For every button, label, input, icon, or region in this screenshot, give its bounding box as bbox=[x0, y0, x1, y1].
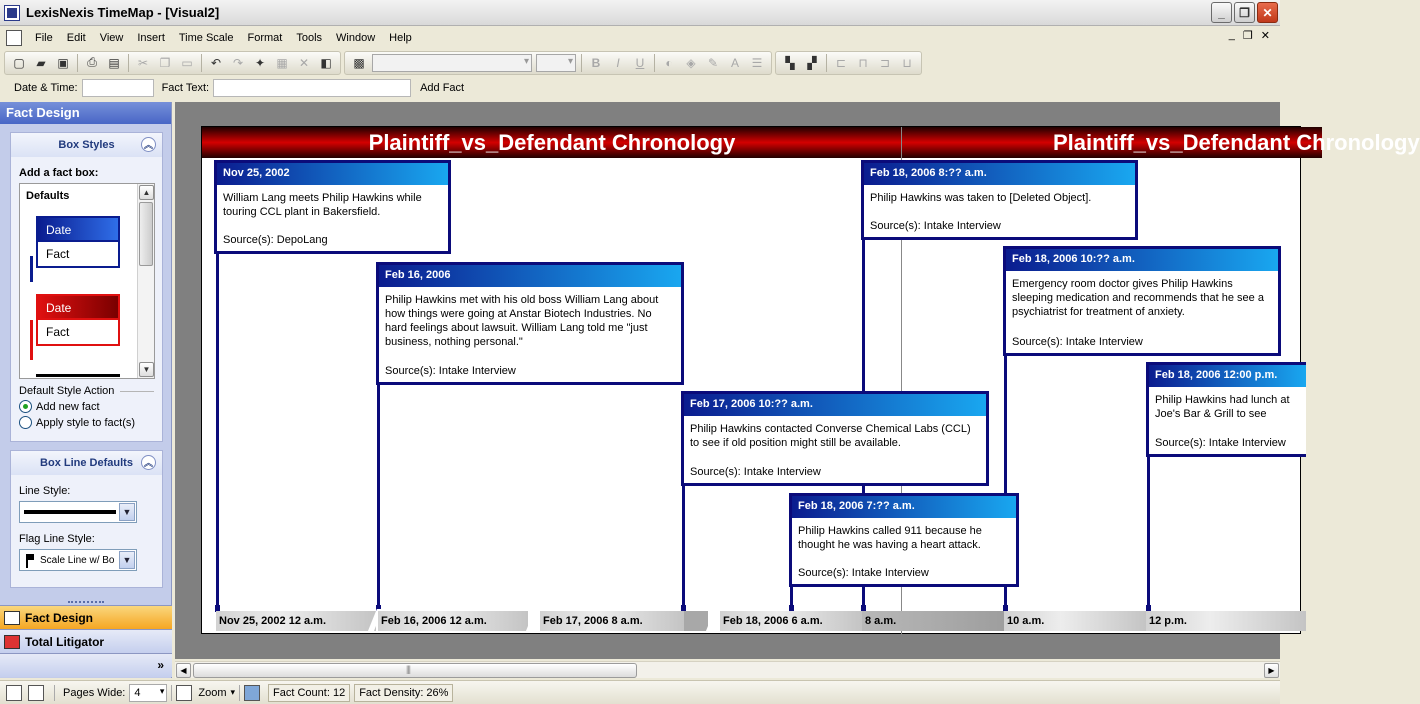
sample-stem bbox=[30, 256, 33, 282]
fact-source: Source(s): Intake Interview bbox=[870, 220, 1001, 232]
fact-box[interactable] bbox=[1003, 246, 1281, 356]
line-style-icon[interactable]: ☰ bbox=[751, 55, 763, 70]
radio-off-icon[interactable] bbox=[19, 416, 32, 429]
fact-date: Feb 18, 2006 12:00 p.m. bbox=[1149, 365, 1306, 387]
menu-format[interactable]: Format bbox=[247, 31, 283, 44]
open-icon[interactable]: ▰ bbox=[36, 55, 46, 70]
default-style-action bbox=[19, 385, 154, 397]
fact-text-input[interactable] bbox=[213, 79, 411, 97]
scroll-left-icon[interactable]: ◀ bbox=[176, 663, 191, 678]
page-view-icon[interactable] bbox=[28, 685, 44, 701]
radio-add-new-fact[interactable] bbox=[19, 400, 154, 413]
pages-wide-select[interactable]: 4 ▾ bbox=[129, 684, 167, 702]
box-line-title: Box Line Defaults bbox=[40, 457, 133, 469]
style-sample-black[interactable] bbox=[36, 374, 120, 377]
save-icon[interactable]: ▣ bbox=[57, 55, 69, 70]
bold-icon[interactable]: B bbox=[591, 55, 601, 70]
timeline-canvas[interactable] bbox=[175, 102, 1420, 659]
fill-icon[interactable]: ◧ bbox=[320, 55, 332, 70]
nav-fact-design[interactable] bbox=[0, 605, 172, 629]
line-swatch bbox=[24, 510, 116, 514]
delete-icon[interactable]: ✕ bbox=[298, 55, 310, 70]
radio-apply-style[interactable] bbox=[19, 416, 154, 429]
window-title: LexisNexis TimeMap - [Visual2] bbox=[26, 5, 220, 20]
fact-source: Source(s): Intake Interview bbox=[1155, 437, 1286, 449]
line-style-select[interactable] bbox=[19, 501, 137, 523]
menu-file[interactable]: File bbox=[35, 31, 53, 44]
fact-box[interactable] bbox=[861, 160, 1138, 240]
copy-icon[interactable]: ❐ bbox=[159, 55, 171, 70]
menu-view[interactable]: View bbox=[99, 31, 124, 44]
nav-fact-design-label: Fact Design bbox=[25, 610, 94, 625]
add-fact-button[interactable]: Add Fact bbox=[420, 82, 465, 94]
toolbar bbox=[0, 49, 1280, 76]
scroll-thumb[interactable] bbox=[193, 663, 637, 678]
scroll-thumb[interactable] bbox=[139, 202, 153, 266]
timeline-banner: Plaintiff_vs_Defendant Chronology bbox=[202, 127, 902, 158]
new-fact-icon[interactable]: ✦ bbox=[254, 55, 266, 70]
box-line-section bbox=[10, 450, 163, 588]
format-toolbar bbox=[344, 51, 772, 75]
style-icon[interactable]: ▩ bbox=[353, 55, 365, 70]
menu-bar bbox=[0, 27, 1280, 48]
scale-segment: 10 a.m. bbox=[1004, 611, 1146, 631]
collapse-icon[interactable]: ︽ bbox=[141, 455, 156, 470]
fact-design-panel bbox=[0, 102, 172, 678]
align-right-icon[interactable]: ⊐ bbox=[879, 55, 891, 70]
menu-window[interactable]: Window bbox=[336, 31, 376, 44]
box-styles-title: Box Styles bbox=[58, 139, 115, 151]
fact-box[interactable] bbox=[1146, 362, 1306, 457]
fact-text: Philip Hawkins contacted Converse Chemical Labs (CCL) to see if old position might still be available. bbox=[690, 423, 971, 449]
line-style-label: Line Style: bbox=[19, 485, 71, 497]
fact-date: Feb 18, 2006 8:?? a.m. bbox=[864, 163, 1135, 185]
scroll-up-icon[interactable]: ▲ bbox=[139, 185, 154, 200]
fact-box[interactable] bbox=[376, 262, 684, 385]
date-time-input[interactable] bbox=[82, 79, 154, 97]
radio-add-new-label: Add new fact bbox=[36, 400, 100, 413]
fill-color-icon[interactable]: ◈ bbox=[686, 55, 696, 70]
style-sample-red[interactable] bbox=[36, 294, 120, 348]
paste-icon[interactable]: ▭ bbox=[181, 55, 193, 70]
scale-segment: Nov 25, 2002 12 a.m. bbox=[216, 611, 376, 631]
font-name-combo[interactable] bbox=[372, 54, 532, 72]
flag-icon bbox=[24, 552, 38, 568]
app-icon[interactable] bbox=[4, 5, 20, 21]
align-top-icon[interactable]: ⊓ bbox=[858, 55, 868, 70]
collapse-icon[interactable]: ︽ bbox=[141, 137, 156, 152]
date-time-label: Date & Time: bbox=[14, 82, 78, 94]
zoom-icon[interactable] bbox=[176, 685, 192, 701]
menu-time-scale[interactable]: Time Scale bbox=[178, 31, 234, 44]
page-setup-icon[interactable] bbox=[6, 685, 22, 701]
zoom-button[interactable]: Zoom bbox=[198, 686, 227, 699]
dropdown-icon[interactable]: ▼ bbox=[119, 503, 135, 521]
box-line-header[interactable] bbox=[11, 451, 162, 475]
fact-stem bbox=[682, 484, 685, 611]
sample-fact: Fact bbox=[36, 242, 120, 268]
zoom-dropdown-icon[interactable]: ▾ bbox=[230, 687, 236, 697]
fact-design-icon bbox=[4, 611, 20, 625]
style-list-scrollbar[interactable] bbox=[137, 184, 154, 378]
properties-icon[interactable]: ▦ bbox=[276, 55, 288, 70]
minimize-button[interactable]: _ bbox=[1211, 2, 1232, 23]
fact-date: Feb 16, 2006 bbox=[379, 265, 681, 287]
title-bar bbox=[0, 0, 1280, 26]
new-icon[interactable]: ▢ bbox=[13, 55, 25, 70]
fact-stem bbox=[1147, 455, 1150, 611]
nav-total-litigator[interactable] bbox=[0, 629, 172, 653]
underline-icon[interactable]: U bbox=[635, 55, 645, 70]
default-style-action-label: Default Style Action bbox=[19, 385, 115, 397]
fact-text-label: Fact Text: bbox=[161, 82, 210, 94]
print-icon[interactable]: ⎙ bbox=[87, 55, 97, 69]
sample-fact: Fact bbox=[36, 320, 120, 346]
font-size-combo[interactable] bbox=[536, 54, 576, 72]
fact-density: Fact Density: 26% bbox=[354, 684, 453, 702]
horizontal-scrollbar[interactable] bbox=[175, 661, 1280, 678]
menu-insert[interactable]: Insert bbox=[137, 31, 165, 44]
fact-text: Philip Hawkins met with his old boss William Lang about how things were going at Anstar Biotech Industries. No hard feelings about lawsuit. William Lang told me "just business, nothing personal." bbox=[385, 294, 659, 348]
flag-line-select[interactable] bbox=[19, 549, 137, 571]
radio-on-icon[interactable] bbox=[19, 400, 32, 413]
fact-text: Philip Hawkins had lunch at Joe's Bar & Grill to see bbox=[1155, 394, 1290, 420]
mdi-restore-button[interactable]: ❐ bbox=[1242, 30, 1253, 42]
fact-entry-bar bbox=[0, 77, 1280, 99]
scroll-right-icon[interactable]: ▶ bbox=[1264, 663, 1279, 678]
redo-icon[interactable]: ↷ bbox=[232, 55, 244, 70]
timeline-page[interactable] bbox=[201, 126, 1420, 634]
menu-help[interactable]: Help bbox=[389, 31, 412, 44]
close-button[interactable]: ✕ bbox=[1257, 2, 1278, 23]
menu-tools[interactable]: Tools bbox=[296, 31, 323, 44]
box-styles-section bbox=[10, 132, 163, 442]
fact-text: Philip Hawkins called 911 because he thought he was having a heart attack. bbox=[798, 525, 982, 551]
mdi-minimize-button[interactable]: _ bbox=[1228, 29, 1235, 41]
fact-source: Source(s): Intake Interview bbox=[1012, 336, 1143, 348]
style-sample-blue[interactable] bbox=[36, 216, 120, 270]
scale-segment: 12 p.m. bbox=[1146, 611, 1306, 631]
fact-box[interactable] bbox=[681, 391, 989, 486]
fact-text: Philip Hawkins was taken to [Deleted Object]. bbox=[870, 192, 1092, 204]
fact-box[interactable] bbox=[789, 493, 1019, 587]
total-litigator-icon bbox=[4, 635, 20, 649]
fact-stem bbox=[377, 383, 380, 611]
scale-segment: Feb 16, 2006 12 a.m. bbox=[378, 611, 528, 631]
mdi-close-button[interactable]: ✕ bbox=[1260, 30, 1270, 42]
style-list[interactable] bbox=[19, 183, 155, 379]
scroll-down-icon[interactable]: ▼ bbox=[139, 362, 154, 377]
fact-source: Source(s): Intake Interview bbox=[385, 365, 516, 377]
italic-icon[interactable]: I bbox=[616, 55, 620, 70]
scale-segment: Feb 18, 2006 6 a.m. bbox=[720, 611, 862, 631]
nav-more-button[interactable]: » bbox=[0, 653, 172, 677]
scale-segment: Feb 17, 2006 8 a.m. bbox=[540, 611, 684, 631]
nav-total-litigator-label: Total Litigator bbox=[25, 634, 105, 649]
line-color-icon[interactable]: ✎ bbox=[707, 55, 719, 70]
layout-icon[interactable]: ▚ bbox=[785, 55, 795, 70]
fact-source: Source(s): DepoLang bbox=[223, 234, 328, 246]
menu-edit[interactable]: Edit bbox=[66, 31, 86, 44]
box-styles-header[interactable] bbox=[11, 133, 162, 157]
arrange-icon[interactable]: ▞ bbox=[807, 55, 817, 70]
fact-box[interactable] bbox=[214, 160, 451, 254]
sample-date: Date bbox=[36, 294, 120, 320]
flag-line-value: Scale Line w/ Bo bbox=[40, 554, 115, 566]
fact-date: Nov 25, 2002 bbox=[217, 163, 448, 185]
cut-icon[interactable]: ✂ bbox=[137, 55, 149, 70]
style-list-title: Defaults bbox=[26, 190, 70, 202]
sample-date: Date bbox=[36, 216, 120, 242]
add-fact-box-label: Add a fact box: bbox=[19, 167, 99, 179]
fit-screen-icon[interactable] bbox=[244, 685, 260, 701]
timeline-banner-page2: Plaintiff_vs_Defendant Chronology bbox=[902, 127, 1322, 158]
flag-line-label: Flag Line Style: bbox=[19, 533, 95, 545]
undo-icon[interactable]: ↶ bbox=[210, 55, 222, 70]
sample-stem bbox=[30, 320, 33, 360]
highlight-icon[interactable]: ◐ bbox=[665, 55, 673, 70]
fact-date: Feb 17, 2006 10:?? a.m. bbox=[684, 394, 986, 416]
fact-stem bbox=[216, 253, 219, 611]
fact-text: Emergency room doctor gives Philip Hawkins sleeping medication and recommends that he see a psychiatrist for treatment of anxiety. bbox=[1012, 278, 1264, 318]
standard-toolbar bbox=[4, 51, 341, 75]
restore-button[interactable]: ❐ bbox=[1234, 2, 1255, 23]
fact-source: Source(s): Intake Interview bbox=[690, 466, 821, 478]
document-icon[interactable] bbox=[6, 30, 22, 46]
fact-count: Fact Count: 12 bbox=[268, 684, 350, 702]
time-scale-bar[interactable] bbox=[216, 611, 1306, 631]
status-bar bbox=[0, 680, 1280, 704]
fact-source: Source(s): Intake Interview bbox=[798, 567, 929, 579]
fact-date: Feb 18, 2006 7:?? a.m. bbox=[792, 496, 1016, 518]
print-preview-icon[interactable]: ▤ bbox=[108, 55, 120, 70]
scale-segment: 8 a.m. bbox=[862, 611, 1004, 631]
pages-wide-label: Pages Wide: bbox=[63, 686, 126, 699]
radio-apply-label: Apply style to fact(s) bbox=[36, 416, 136, 429]
dropdown-icon[interactable]: ▼ bbox=[119, 551, 135, 569]
align-bottom-icon[interactable]: ⊔ bbox=[902, 55, 912, 70]
font-color-icon[interactable]: A bbox=[730, 55, 739, 70]
fact-text: William Lang meets Philip Hawkins while touring CCL plant in Bakersfield. bbox=[223, 192, 422, 218]
layout-toolbar bbox=[775, 51, 922, 75]
fact-date: Feb 18, 2006 10:?? a.m. bbox=[1006, 249, 1278, 271]
align-left-icon[interactable]: ⊏ bbox=[835, 55, 847, 70]
panel-title: Fact Design bbox=[0, 102, 171, 124]
